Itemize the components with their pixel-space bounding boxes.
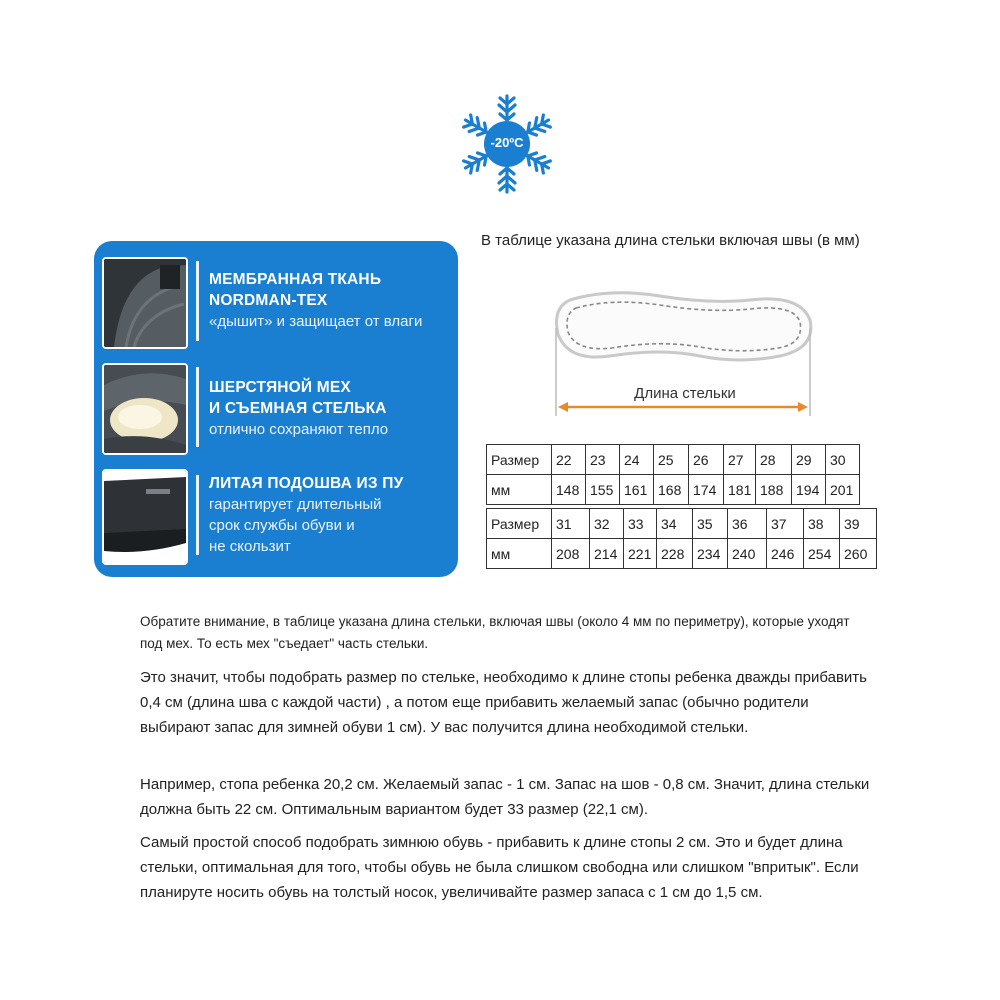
table-cell: 188 — [756, 475, 792, 505]
table-cell: 174 — [689, 475, 724, 505]
table-row — [487, 539, 877, 569]
insole-caption: В таблице указана длина стельки включая швы (в мм) — [481, 232, 860, 249]
table-cell: Размер — [487, 509, 552, 539]
divider — [196, 367, 199, 447]
table-cell: 148 — [552, 475, 586, 505]
size-table — [486, 444, 860, 505]
table-cell: 201 — [826, 475, 860, 505]
table-cell: 38 — [804, 509, 840, 539]
divider — [196, 475, 199, 555]
table-cell: 27 — [724, 445, 756, 475]
temperature-label: -20ºC — [490, 135, 524, 150]
feature-title-line: ЛИТАЯ ПОДОШВА ИЗ ПУ — [209, 475, 404, 492]
table-cell: 208 — [552, 539, 590, 569]
feature-title-line: NORDMAN-TEX — [209, 292, 328, 309]
feature-sole — [209, 473, 454, 557]
table-cell: 30 — [826, 445, 860, 475]
feature-subtitle: не скользит — [209, 538, 291, 555]
table-cell: 246 — [767, 539, 804, 569]
explanation-paragraph: Это значит, чтобы подобрать размер по стельке, необходимо к длине стопы ребенка дважды прибавить 0,4 см (длина шва с каждой части) , а потом еще прибавить желаемый запас (обычно родители выбирают запас для зимней обуви 1 см). У вас получится длина необходимой стельки. — [140, 669, 867, 736]
table-cell: 161 — [620, 475, 654, 505]
table-cell: 228 — [657, 539, 693, 569]
table-cell: 194 — [792, 475, 826, 505]
table-cell: 28 — [756, 445, 792, 475]
table-cell: 234 — [693, 539, 728, 569]
feature-subtitle: срок службы обуви и — [209, 517, 355, 534]
sole-photo — [102, 469, 188, 565]
table-cell: мм — [487, 475, 552, 505]
table-cell: 168 — [654, 475, 689, 505]
table-cell: 24 — [620, 445, 654, 475]
table-row — [487, 509, 877, 539]
table-cell: 260 — [840, 539, 877, 569]
table-cell: 254 — [804, 539, 840, 569]
note-paragraph: Обратите внимание, в таблице указана длина стельки, включая швы (около 4 мм по периметру), которые уходят под мех. То есть мех "съедает" часть стельки. — [140, 614, 850, 651]
table-cell: 37 — [767, 509, 804, 539]
membrane-fabric-photo — [102, 257, 188, 349]
table-cell: 33 — [624, 509, 657, 539]
feature-title-line: МЕМБРАННАЯ ТКАНЬ — [209, 271, 382, 288]
example-paragraph: Например, стопа ребенка 20,2 см. Желаемый запас - 1 см. Запас на шов - 0,8 см. Значит, длина стельки должна быть 22 см. Оптимальным вариантом будет 33 размер (22,1 см). — [140, 776, 870, 818]
features-panel — [94, 241, 458, 577]
table-cell: 181 — [724, 475, 756, 505]
feature-membrane — [209, 269, 454, 332]
table-cell: 36 — [728, 509, 767, 539]
divider — [196, 261, 199, 341]
feature-subtitle: гарантирует длительный — [209, 496, 382, 513]
table-cell: 32 — [590, 509, 624, 539]
insole-length-label: Длина стельки — [634, 385, 736, 402]
table-cell: 35 — [693, 509, 728, 539]
feature-subtitle: отлично сохраняют тепло — [209, 421, 389, 438]
table-cell: 221 — [624, 539, 657, 569]
feature-subtitle: «дышит» и защищает от влаги — [209, 313, 423, 330]
feature-title-line: И СЪЕМНАЯ СТЕЛЬКА — [209, 400, 387, 417]
table-cell: мм — [487, 539, 552, 569]
table-cell: 34 — [657, 509, 693, 539]
table-cell: 22 — [552, 445, 586, 475]
table-cell: 214 — [590, 539, 624, 569]
table-cell: 240 — [728, 539, 767, 569]
tip-paragraph: Самый простой способ подобрать зимнюю обувь - прибавить к длине стопы 2 см. Это и будет длина стельки, оптимальная для того, чтобы обувь не была слишком свободна или слишком "впритык". Если планируте носить обувь на толстый носок, увеличивайте размер запаса с 1 см до 1,5 см. — [140, 834, 859, 901]
table-cell: 29 — [792, 445, 826, 475]
wool-fur-photo — [102, 363, 188, 455]
feature-wool — [209, 377, 454, 440]
table-cell: 26 — [689, 445, 724, 475]
size-table — [486, 508, 877, 569]
table-cell: 39 — [840, 509, 877, 539]
table-cell: 23 — [586, 445, 620, 475]
table-row — [487, 475, 860, 505]
table-cell: 31 — [552, 509, 590, 539]
table-row — [487, 445, 860, 475]
table-cell: 25 — [654, 445, 689, 475]
table-cell: 155 — [586, 475, 620, 505]
table-cell: Размер — [487, 445, 552, 475]
feature-title-line: ШЕРСТЯНОЙ МЕХ — [209, 379, 351, 396]
